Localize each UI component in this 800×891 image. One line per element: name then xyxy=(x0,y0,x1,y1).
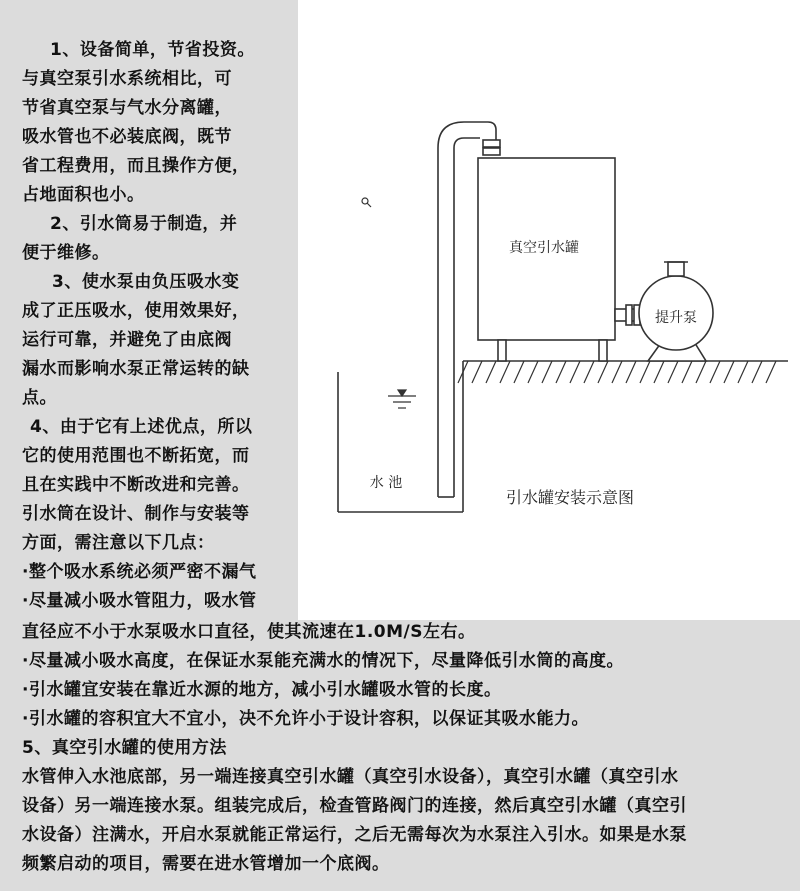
note-line: ·引水罐宜安装在靠近水源的地方，减小引水罐吸水管的长度。 xyxy=(22,680,502,700)
advantage-line: 占地面积也小。 xyxy=(22,185,145,205)
advantage-line: 它的使用范围也不断拓宽，而 xyxy=(22,446,250,466)
advantage-line: 成了正压吸水，使用效果好， xyxy=(22,301,250,321)
advantage-line: 2、引水筒易于制造，并 xyxy=(50,214,238,234)
search-icon xyxy=(362,198,371,207)
usage-line: 频繁启动的项目，需要在进水管增加一个底阀。 xyxy=(22,854,390,874)
advantage-line: 点。 xyxy=(22,388,57,408)
pool-label: 水 池 xyxy=(369,475,403,491)
water-level-icon xyxy=(388,390,416,408)
advantage-line: 方面，需注意以下几点： xyxy=(22,533,215,553)
installation-diagram xyxy=(298,0,800,620)
pump-label: 提升泵 xyxy=(655,310,697,326)
advantage-line: 3、使水泵由负压吸水变 xyxy=(52,272,240,292)
advantage-line: 运行可靠，并避免了由底阀 xyxy=(22,330,232,350)
outlet-pipe xyxy=(615,305,640,325)
ground-hatching xyxy=(458,361,788,383)
advantage-line: 4、由于它有上述优点，所以 xyxy=(30,417,253,437)
usage-line: 水管伸入水池底部，另一端连接真空引水罐（真空引水设备），真空引水罐（真空引水 xyxy=(22,767,679,787)
note-line: ·尽量减小吸水高度，在保证水泵能充满水的情况下，尽量降低引水筒的高度。 xyxy=(22,651,624,671)
advantage-line: 省工程费用，而且操作方便， xyxy=(22,156,250,176)
note-line: 直径应不小于水泵吸水口直径，使其流速在1.0M/S左右。 xyxy=(22,622,476,642)
usage-line: 设备）另一端连接水泵。组装完成后，检查管路阀门的连接，然后真空引水罐（真空引 xyxy=(22,796,687,816)
advantage-line: 与真空泵引水系统相比，可 xyxy=(22,69,232,89)
advantage-line: 吸水管也不必装底阀，既节 xyxy=(22,127,232,147)
advantage-line: 漏水而影响水泵正常运转的缺 xyxy=(22,359,250,379)
diagram-drawing xyxy=(298,0,800,620)
usage-line: 水设备）注满水，开启水泵就能正常运行，之后无需每次为水泵注入引水。如果是水泵 xyxy=(22,825,687,845)
vacuum-tank xyxy=(478,158,615,361)
tank-label: 真空引水罐 xyxy=(509,240,579,256)
note-line: ·引水罐的容积宜大不宜小，决不允许小于设计容积，以保证其吸水能力。 xyxy=(22,709,589,729)
advantage-line: 且在实践中不断改进和完善。 xyxy=(22,475,250,495)
advantage-line: 1、设备简单，节省投资。 xyxy=(50,40,255,60)
advantage-line: 引水筒在设计、制作与安装等 xyxy=(22,504,250,524)
advantage-line: ·尽量减小吸水管阻力，吸水管 xyxy=(22,591,257,611)
diagram-caption: 引水罐安装示意图 xyxy=(505,488,635,507)
usage-heading: 5、真空引水罐的使用方法 xyxy=(22,738,227,758)
advantage-line: 节省真空泵与气水分离罐， xyxy=(22,98,232,118)
advantage-line: ·整个吸水系统必须严密不漏气 xyxy=(22,562,257,582)
advantage-line: 便于维修。 xyxy=(22,243,110,263)
